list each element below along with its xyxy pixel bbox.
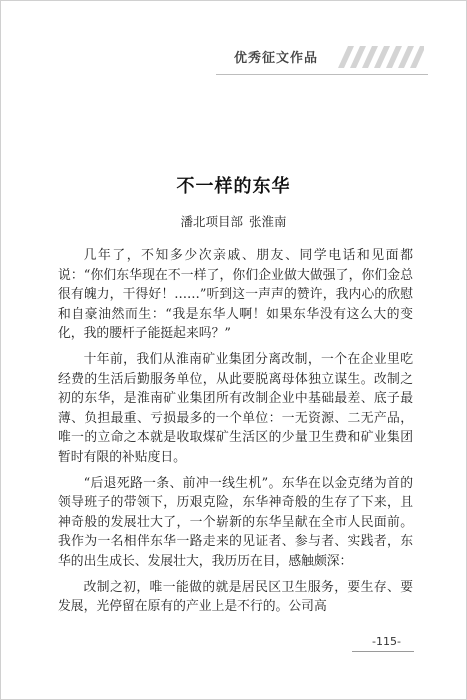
paragraph: 改制之初，唯一能做的就是居民区卫生服务，要生存、要发展，光停留在原有的产业上是不行的。公司高 xyxy=(58,579,413,615)
page-number: -115- xyxy=(372,635,401,648)
paragraph: 十年前，我们从淮南矿业集团分离改制，一个在企业里吃经费的生活后勤服务单位，从此要脱离母体独立谋生。改制之初的东华，是淮南矿业集团所有改制企业中基础最差、底子最薄、负担最重、亏损最多的一个单位：一无资源、二无产品，唯一的立命之本就是收取煤矿生活区的少量卫生费和矿业集团暂时有限的补贴度日。 xyxy=(58,351,413,465)
header-rule xyxy=(216,74,428,75)
running-header xyxy=(216,44,428,70)
article-author: 潘北项目部 张淮南 xyxy=(180,214,287,229)
paragraph: “后退死路一条、前冲一线生机”。东华在以金克绪为首的领导班子的带领下，历艰克险，东华神奇般的生存了下来，且神奇般的发展壮大了，一个崭新的东华呈献在全市人民面前。我作为一名相伴东华一路走来的见证者、参与者、实践者，东华的出生成长、发展壮大，我历历在目，感触颇深： xyxy=(58,475,413,569)
paragraph: 几年了，不知多少次亲戚、朋友、同学电话和见面都说：“你们东华现在不一样了，你们企业做大做强了，你们金总很有魄力，干得好！……”听到这一声声的赞许，我内心的欣慰和自豪油然而生：“我是东华人啊！如果东华没有这么大的变化，我的腰杆子能挺起来吗？” xyxy=(58,248,413,342)
article-title: 不一样的东华 xyxy=(176,176,291,197)
section-label: 优秀征文作品 xyxy=(234,51,319,66)
footer-rule xyxy=(352,651,414,652)
article-body xyxy=(58,246,413,623)
decorative-stripes xyxy=(334,46,424,68)
